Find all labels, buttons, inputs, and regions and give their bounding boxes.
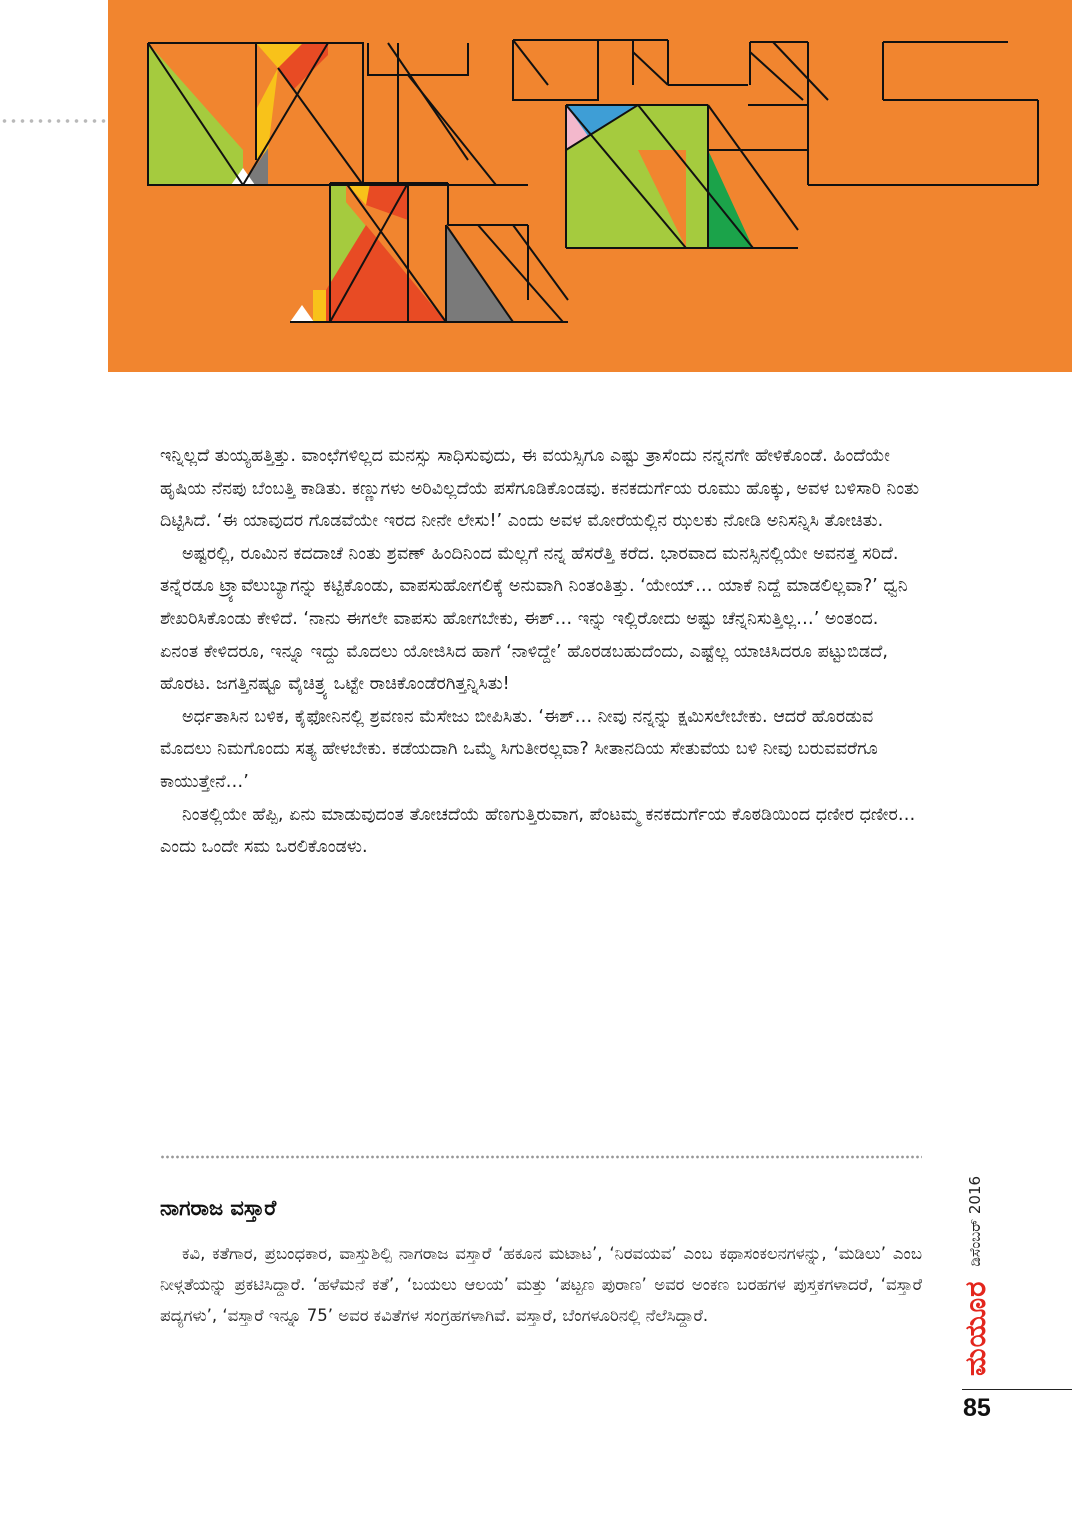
page-number-rule: [962, 1389, 1072, 1390]
story-paragraph: ನಿಂತಲ್ಲಿಯೇ ಹೆಪ್ಪಿ, ಏನು ಮಾಡುವುದಂತ ತೋಚದೆಯೆ ಹೆಣಗುತ್ತಿರುವಾಗ, ಪೆಂಟಮ್ಮ ಕನಕದುರ್ಗೆಯ ಕೊಠಡಿಯಿಂದ ಧಣೀರ ಧಣೀರ… ಎಂದು ಒಂದೇ ಸಮ ಒರಲಿಕೊಂಡಳು.: [160, 804, 916, 858]
author-bio-text: ಕವಿ, ಕತೆಗಾರ, ಪ್ರಬಂಧಕಾರ, ವಾಸ್ತುಶಿಲ್ಪಿ ನಾಗರಾಜ ವಸ್ತಾರೆ ‘ಹಕೂನ ಮಟಾಟ’, ‘ನಿರವಯವ’ ಎಂಬ ಕಥಾಸಂಕಲನಗಳನ್ನು, ‘ಮಡಿಲು’ ಎಂಬ ನೀಳ್ಗತೆಯನ್ನು ಪ್ರಕಟಿಸಿದ್ದಾರೆ. ‘ಹಳೆಮನೆ ಕತೆ’, ‘ಬಯಲು ಆಲಯ’ ಮತ್ತು ‘ಪಟ್ಟಣ ಪುರಾಣ’ ಅವರ ಅಂಕಣ ಬರಹಗಳ ಪುಸ್ತಕಗಳಾದರೆ, ‘ವಸ್ತಾರೆ ಪದ್ಯಗಳು’, ‘ವಸ್ತಾರೆ ಇನ್ನೂ 75’ ಅವರ ಕವಿತೆಗಳ ಸಂಗ್ರಹಗಳಾಗಿವೆ. ವಸ್ತಾರೆ, ಬೆಂಗಳೂರಿನಲ್ಲಿ ನೆಲೆಸಿದ್ದಾರೆ.: [160, 1244, 922, 1325]
story-paragraph: ಅಷ್ಟರಲ್ಲಿ, ರೂಮಿನ ಕದದಾಚೆ ನಿಂತು ಶ್ರವಣ್ ಹಿಂದಿನಿಂದ ಮೆಲ್ಲಗೆ ನನ್ನ ಹೆಸರೆತ್ತಿ ಕರೆದ. ಭಾರವಾದ ಮನಸ್ಸಿನಲ್ಲಿಯೇ ಅವನತ್ತ ಸರಿದೆ. ತನ್ನೆರಡೂ ಟ್ರ್ಯಾವೆಲುಬ್ಯಾಗನ್ನು ಕಟ್ಟಿಕೊಂಡು, ವಾಪಸುಹೋಗಲಿಕ್ಕೆ ಅನುವಾಗಿ ನಿಂತಂತಿತ್ತು. ‘ಯೇಯ್… ಯಾಕೆ ನಿದ್ದೆ ಮಾಡಲಿಲ್ಲವಾ?’ ಧ್ವನಿ ಶೇಖರಿಸಿಕೊಂಡು ಕೇಳಿದೆ. ‘ನಾನು ಈಗಲೇ ವಾಪಸು ಹೋಗಬೇಕು, ಈಶ್… ಇನ್ನು ಇಲ್ಲಿರೋದು ಅಷ್ಟು ಚೆನ್ನನಿಸುತ್ತಿಲ್ಲ…’ ಅಂತಂದ. ಏನಂತ ಕೇಳಿದರೂ, ಇನ್ನೂ ಇದ್ದು ಮೊದಲು ಯೋಜಿಸಿದ ಹಾಗೆ ‘ನಾಳಿದ್ದೇ’ ಹೊರಡಬಹುದೆಂದು, ಎಷ್ಟೆಲ್ಲ ಯಾಚಿಸಿದರೂ ಪಟ್ಟುಬಿಡದೆ, ಹೊರಟ. ಜಗತ್ತಿನಷ್ಟೂ ವೈಚಿತ್ರ್ಯ ಒಟ್ಟೇ ರಾಚಿಕೊಂಡೆರಗಿತ್ತನ್ನಿಸಿತು!: [160, 543, 908, 695]
red-triangle: [366, 183, 408, 220]
white-triangle: [290, 305, 314, 322]
story-text: [160, 440, 922, 864]
magazine-logo: ಮಯೂರ: [957, 1280, 992, 1376]
issue-date: ಡಿಸೆಂಬರ್ 2016: [966, 1175, 984, 1267]
tangram-header-illustration: [108, 0, 1072, 372]
magazine-side-label: [957, 1098, 992, 1376]
story-paragraph: ಅರ್ಧತಾಸಿನ ಬಳಿಕ, ಕೈಫೋನಿನಲ್ಲಿ ಶ್ರವಣನ ಮೆಸೇಜು ಬೀಪಿಸಿತು. ‘ಈಶ್… ನೀವು ನನ್ನನ್ನು ಕ್ಷಮಿಸಲೇಬೇಕು. ಆದರೆ ಹೊರಡುವ ಮೊದಲು ನಿಮಗೊಂದು ಸತ್ಯ ಹೇಳಬೇಕು. ಕಡೆಯದಾಗಿ ಒಮ್ಮೆ ಸಿಗುತೀರಲ್ಲವಾ? ಸೀತಾನದಿಯ ಸೇತುವೆಯ ಬಳಿ ನೀವು ಬರುವವರೆಗೂ ಕಾಯುತ್ತೇನೆ…’: [160, 706, 878, 792]
lime-triangle: [566, 150, 686, 248]
lime-triangle: [686, 150, 708, 248]
decorative-dotted-line: [0, 118, 108, 124]
story-paragraph: ಇನ್ನಿಲ್ಲದೆ ತುಯ್ಯಹತ್ತಿತ್ತು. ವಾಂಛೆಗಳಿಲ್ಲದ ಮನಸ್ಸು ಸಾಧಿಸುವುದು, ಈ ವಯಸ್ಸಿಗೂ ಎಷ್ಟು ತ್ರಾಸೆಂದು ನನ್ನನಗೇ ಹೇಳಿಕೊಂಡೆ. ಹಿಂದೆಯೇ ಹೃಷಿಯ ನೆನಪು ಬೆಂಬತ್ತಿ ಕಾಡಿತು. ಕಣ್ಣುಗಳು ಅರಿವಿಲ್ಲದೆಯೆ ಪಸೆಗೂಡಿಕೊಂಡವು. ಕನಕದುರ್ಗೆಯ ರೂಮು ಹೊಕ್ಕು, ಅವಳ ಬಳಿಸಾರಿ ನಿಂತು ದಿಟ್ಟಿಸಿದೆ. ‘ಈ ಯಾವುದರ ಗೊಡವೆಯೇ ಇರದ ನೀನೇ ಲೇಸು!’ ಎಂದು ಅವಳ ಮೋರೆಯಲ್ಲಿನ ಝಲಕು ನೋಡಿ ಅನಿಸನ್ನಿಸಿ ತೋಚಿತು.: [160, 446, 920, 532]
section-divider: [160, 1155, 922, 1159]
yellow-parallelogram: [313, 290, 326, 322]
author-bio: [160, 1238, 922, 1331]
author-name: ನಾಗರಾಜ ವಸ್ತಾರೆ: [160, 1196, 277, 1220]
page-number: 85: [963, 1394, 991, 1422]
tangram-shapes: [108, 0, 1072, 372]
